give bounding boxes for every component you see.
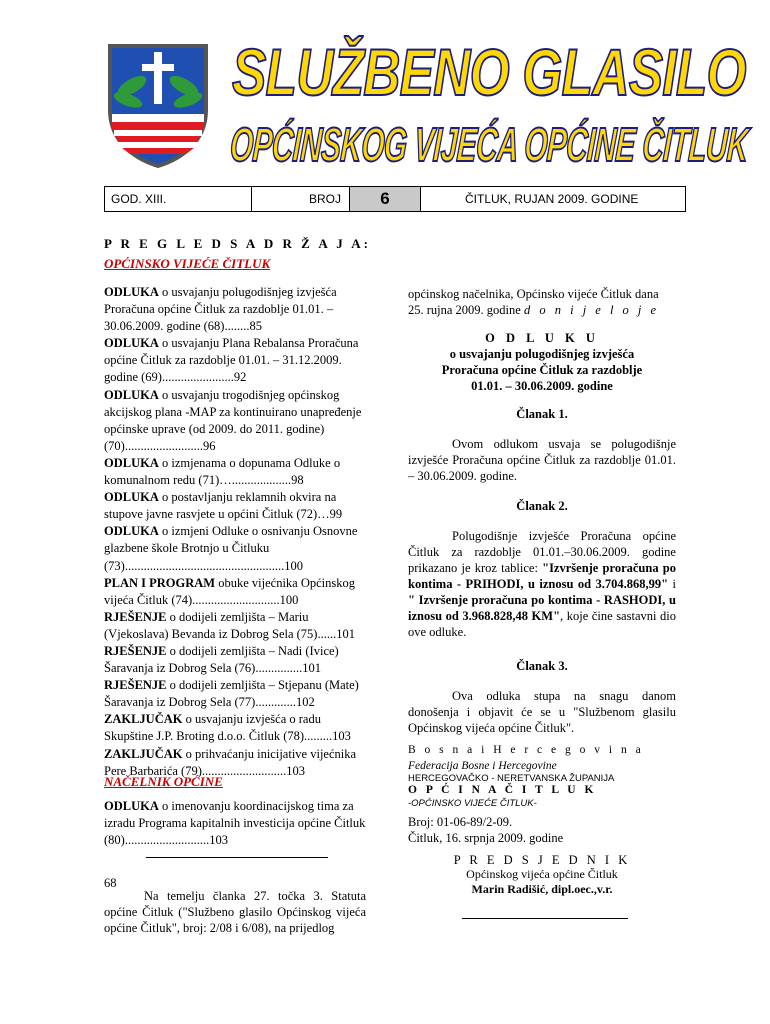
article-text: Ova odluka stupa na snagu danom donošenja i objavit će se u "Službenom glasilu Općinskog vijeća općine Čitluk". (408, 689, 676, 735)
toc-item: ODLUKA o izmjenama o dopunama Odluke o komunalnom redu (71)…...................98 (104, 455, 341, 488)
coat-of-arms-crest (104, 40, 212, 170)
country-name: B o s n a i H e r c e g o v i n a (408, 744, 644, 756)
toc-section-title: NAČELNIK OPĆINE (104, 774, 223, 789)
toc-item: RJEŠENJE o dodijeli zemljišta – Nadi (Ivice) Šaravanja iz Dobrog Sela (76)...............101 (104, 643, 339, 676)
masthead-title: SLUŽBENO GLASILO (232, 35, 746, 109)
toc-list (104, 798, 366, 849)
article-text: Ovom odlukom usvaja se polugodišnje izvješće Proračuna općine Čitluk za razdoblje 01.01. – 30.06.2009. godine. (408, 437, 676, 483)
issue-header (104, 186, 686, 212)
preamble-continued: općinskog načelnika, Općinsko vijeće Čitluk dana 25. rujna 2009. godine d o n i j e l o j e (408, 287, 660, 317)
toc-item: RJEŠENJE o dodijeli zemljišta – Stjepanu (Mate) Šaravanja iz Dobrog Sela (77).............102 (104, 678, 359, 710)
article-heading: Članak 3. (516, 659, 568, 673)
signatory-body: Općinskog vijeća općine Čitluk (466, 867, 618, 881)
federation-name: Federacija Bosne i Hercegovine (408, 760, 557, 772)
preamble-text: Na temelju članka 27. točka 3. Statuta općine Čitluk ("Službeno glasilo Općinskog vijeća općine Čitluk", broj: 2/08 i 6/08), na prijedlog (104, 889, 366, 935)
document-number: Broj: 01-06-89/2-09. (408, 815, 513, 829)
toc-item: PLAN I PROGRAM obuke vijećnika Općinskog vijeća Čitluk (74)............................100 (104, 575, 356, 607)
article-heading: Članak 2. (516, 499, 568, 513)
toc-item: ODLUKA o usvajanju trogodišnjeg općinskog akcijskog plana -MAP za kontinuirano unapređenje općinske uprave (od 2009. do 2011. godine) (70).........................96 (104, 387, 362, 453)
issue-year: GOD. XIII. (105, 187, 252, 211)
canton-name: HERCEGOVAČKO - NERETVANSKA ŽUPANIJA (408, 773, 615, 784)
issue-number-label: BROJ (252, 187, 350, 211)
toc-heading: P R E G L E D S A D R Ž A J A: (104, 236, 371, 251)
signatory-title: P R E D S J E D N I K (453, 853, 631, 867)
divider (146, 857, 328, 858)
toc-item: ZAKLJUČAK o prihvaćanju inicijative vijećnika Pere Barbarića (79)...........................103 (104, 746, 357, 778)
toc-item: ODLUKA o imenovanju koordinacijskog tima za izradu Programa kapitalnih investicija općine Čitluk (80)...........................103 (104, 799, 366, 848)
masthead-subtitle: OPĆINSKOG VIJEĆA OPĆINE ČITLUK (228, 119, 750, 172)
toc-item: ODLUKA o usvajanju Plana Rebalansa Proračuna općine Čitluk za razdoblje 01.01. – 31.12.2009. godine (69).......................92 (104, 336, 359, 385)
council-name: -OPĆINSKO VIJEĆE ČITLUK- (408, 798, 537, 809)
issue-place-date: ČITLUK, RUJAN 2009. GODINE (465, 192, 639, 206)
decision-title: o usvajanju polugodišnjeg izvješća Proračuna općine Čitluk za razdoblje 01.01. – 30.06.2009. godine (441, 347, 643, 393)
decision-heading: O D L U K U (485, 331, 599, 345)
toc-item: ZAKLJUČAK o usvajanju izvješća o radu Skupštine J.P. Broting d.o.o. Čitluk (78).........103 (104, 712, 351, 744)
article-heading: Članak 1. (516, 407, 568, 421)
municipality-name: O P Ć I N A Č I T L U K (408, 784, 597, 796)
toc-item: ODLUKA o usvajanju polugodišnjeg izvješća Proračuna općine Čitluk za razdoblje 01.01. – 30.06.2009. godine (68)........85 (104, 285, 337, 334)
issue-number: 6 (350, 187, 421, 211)
toc-section-title: OPĆINSKO VIJEĆE ČITLUK (104, 256, 271, 271)
toc-item: ODLUKA o izmjeni Odluke o osnivanju Osnovne glazbene škole Brotnjo u Čitluku (73)...................................................100 (104, 524, 358, 573)
toc-list (104, 284, 366, 780)
toc-item: RJEŠENJE o dodijeli zemljišta – Mariu (Vjekoslava) Bevanda iz Dobrog Sela (75)......101 (104, 609, 355, 641)
toc-item: ODLUKA o postavljanju reklamnih okvira na stupove javne rasvjete u općini Čitluk (72)…99 (104, 490, 343, 522)
article-text: Polugodišnje izvješće Proračuna općine Čitluk za razdoblje 01.01.–30.06.2009. godine prikazano je kroz tablice: "Izvršenje proračuna po kontima - PRIHODI, u iznosu od 3.704.868,99" i " Izvršenje proračuna po kontima - RASHODI, u iznosu od 3.968.828,48 KM", koje čine sastavni dio ove odluke. (408, 529, 676, 639)
signatory-name: Marin Radišić, dipl.oec.,v.r. (471, 882, 613, 896)
signature-line (462, 918, 628, 919)
page-number: 68 (104, 876, 117, 890)
document-date: Čitluk, 16. srpnja 2009. godine (408, 831, 564, 845)
